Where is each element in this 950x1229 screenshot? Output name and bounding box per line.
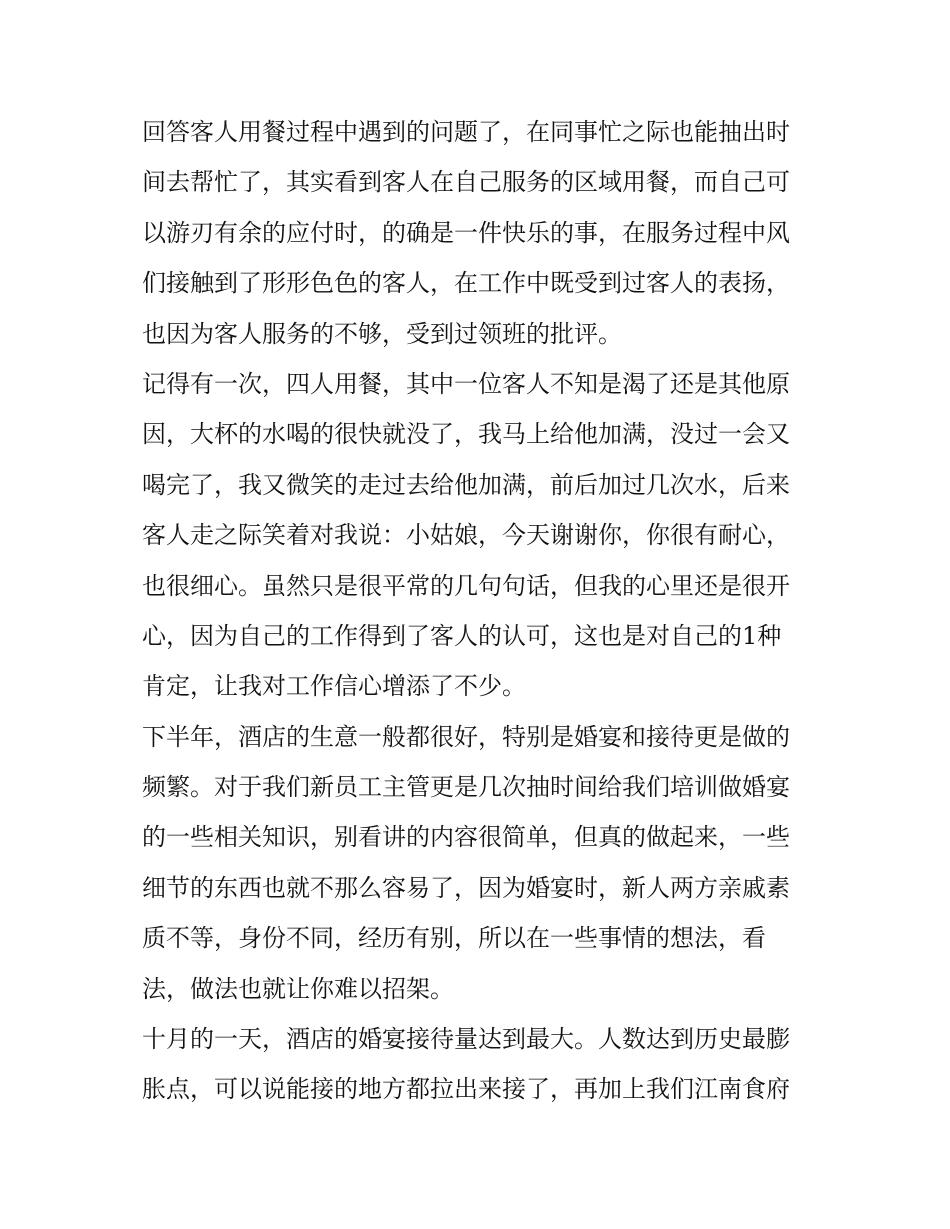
text-line-6: 记得有一次，四人用餐，其中一位客人不知是渴了还是其他原	[142, 369, 790, 398]
text-line-19: 十月的一天，酒店的婚宴接待量达到最大。人数达到历史最膨	[142, 1025, 790, 1054]
text-line-10: 也很细心。虽然只是很平常的几句句话，但我的心里还是很开	[142, 571, 790, 600]
text-line-16: 细节的东西也就不那么容易了，因为婚宴时，新人两方亲戚素	[142, 873, 790, 902]
text-line-5: 也因为客人服务的不够，受到过领班的批评。	[142, 319, 622, 348]
text-line-8: 喝完了，我又微笑的走过去给他加满，前后加过几次水，后来	[142, 470, 790, 499]
text-line-9: 客人走之际笑着对我说：小姑娘，今天谢谢你，你很有耐心，	[142, 521, 790, 550]
text-line-3: 以游刃有余的应付时，的确是一件快乐的事，在服务过程中风	[142, 218, 790, 247]
text-line-4: 们接触到了形形色色的客人，在工作中既受到过客人的表扬，	[142, 269, 790, 298]
text-line-18: 法，做法也就让你难以招架。	[142, 974, 454, 1003]
text-line-7: 因，大杯的水喝的很快就没了，我马上给他加满，没过一会又	[142, 420, 790, 449]
text-line-12: 肯定，让我对工作信心增添了不少。	[142, 672, 526, 701]
text-line-2: 间去帮忙了，其实看到客人在自己服务的区域用餐，而自己可	[142, 168, 790, 197]
document-body	[142, 107, 822, 1115]
text-line-14: 频繁。对于我们新员工主管更是几次抽时间给我们培训做婚宴	[142, 773, 790, 802]
text-line-11: 心，因为自己的工作得到了客人的认可，这也是对自己的1种	[142, 621, 782, 650]
text-line-1: 回答客人用餐过程中遇到的问题了，在同事忙之际也能抽出时	[142, 118, 790, 146]
text-line-17: 质不等，身份不同，经历有别，所以在一些事情的想法，看	[142, 924, 766, 953]
text-line-15: 的一些相关知识，别看讲的内容很简单，但真的做起来，一些	[142, 823, 790, 852]
text-line-20: 胀点，可以说能接的地方都拉出来接了，再加上我们江南食府	[142, 1075, 790, 1104]
text-line-13: 下半年，酒店的生意一般都很好，特别是婚宴和接待更是做的	[142, 722, 790, 751]
